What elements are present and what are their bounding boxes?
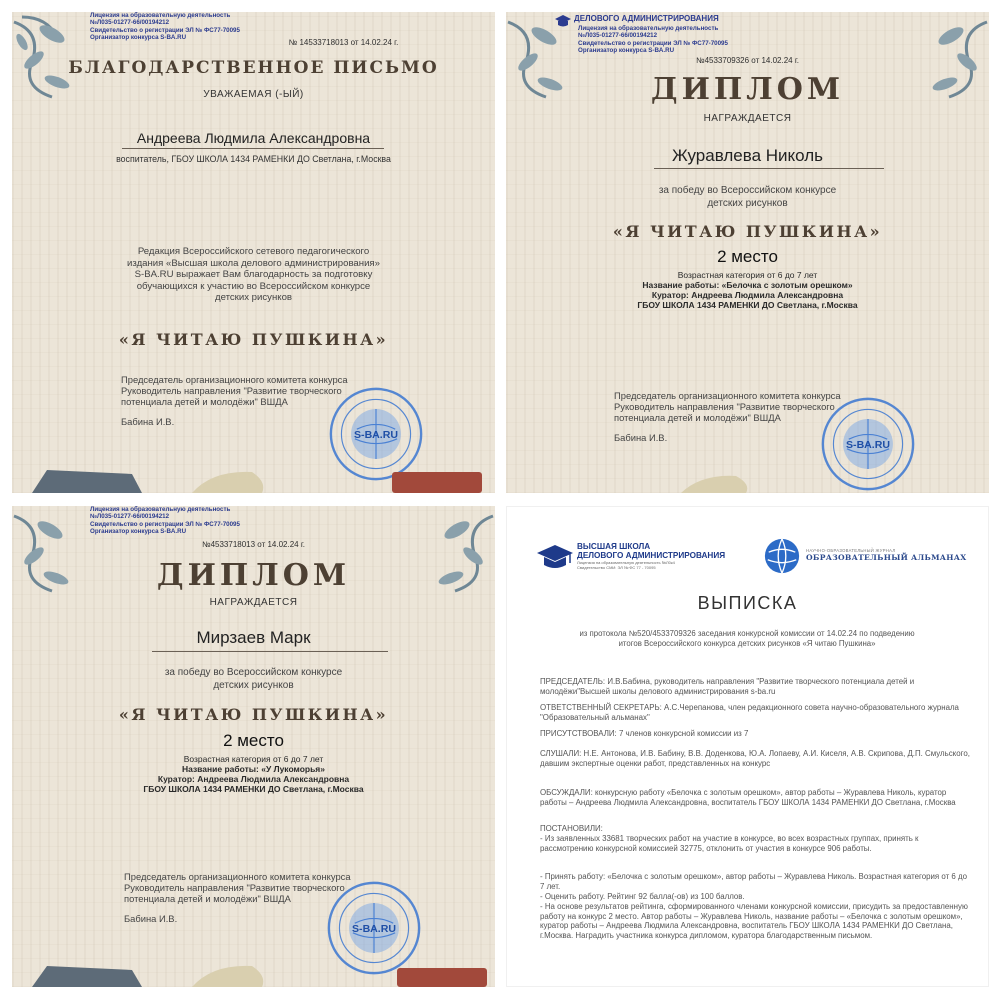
school-name-line1: ВЫСШАЯ ШКОЛА — [577, 542, 651, 551]
recipient-name: Журавлева Николь — [671, 146, 824, 165]
chair-line: потенциала детей и молодёжи" ВШДА — [121, 396, 288, 407]
protocol-extract — [506, 506, 989, 987]
chair-line: Председатель организационного комитета конкурса — [124, 871, 351, 882]
awarded-label: НАГРАЖДАЕТСЯ — [209, 597, 298, 608]
reason-line: детских рисунков — [213, 680, 294, 691]
recipient-position: воспитатель, ГБОУ ШКОЛА 1434 РАМЕНКИ ДО Светлана, г.Москва — [116, 154, 391, 164]
svg-text:S-BA.RU: S-BA.RU — [352, 922, 396, 935]
award-details — [12, 754, 495, 794]
organizer-line: Организатор конкурса S-BA.RU — [578, 47, 675, 55]
license-line: Лицензия на образовательную деятельность — [578, 25, 719, 32]
signer-name: Бабина И.В. — [614, 432, 668, 443]
resolved-item: - Из заявленных 33681 творческих работ на участие в конкурсе, во всех возрастных группах, принять к рассмотрению конкурсной комиссией 32775, отклонить от участия в конкурсе 906 работы. — [540, 834, 919, 853]
body-line: S-BA.RU выражает Вам благодарность за подготовку — [134, 269, 373, 280]
diploma-title: ДИПЛОМ — [156, 558, 351, 593]
place-awarded: 2 место — [717, 247, 778, 266]
organizer-line: Организатор конкурса S-BA.RU — [90, 34, 187, 42]
signer-name: Бабина И.В. — [121, 416, 175, 427]
greeting: УВАЖАЕМАЯ (-ЫЙ) — [203, 89, 304, 100]
contest-title: «Я ЧИТАЮ ПУШКИНА» — [612, 222, 883, 241]
extract-title: ВЫПИСКА — [697, 593, 798, 613]
school-name-line2: ДЕЛОВОГО АДМИНИСТРИРОВАНИЯ — [577, 551, 726, 560]
present-paragraph: ПРИСУТСТВОВАЛИ: 7 членов конкурсной комиссии из 7 — [540, 729, 749, 738]
resolved-heading: ПОСТАНОВИЛИ: — [540, 824, 603, 833]
name-underline — [152, 651, 388, 652]
license-line: Лицензия на образовательную деятельность — [90, 12, 231, 19]
body-line: издания «Высшая школа делового администрирования» — [127, 257, 380, 269]
registration-number: № 14533718013 от 14.02.24 г. — [288, 38, 399, 47]
chair-line: Руководитель направления "Развитие творческого — [614, 401, 835, 412]
organizer-line: Организатор конкурса S-BA.RU — [90, 528, 187, 536]
license-number: №Л035-01277-66/00194212 — [90, 19, 170, 27]
body-line: обучающихся к участию во Всероссийском конкурсе — [136, 280, 371, 292]
registration-line: Свидетельство о регистрации ЭЛ № ФС77-70095 — [90, 520, 240, 528]
chair-line: Председатель организационного комитета конкурса — [121, 374, 348, 385]
letter-title: БЛАГОДАРСТВЕННОЕ ПИСЬМО — [68, 58, 439, 78]
svg-text:S-BA.RU: S-BA.RU — [846, 438, 890, 451]
globe-icon — [763, 537, 801, 575]
chairman-block — [124, 871, 351, 924]
work-title: Название работы: «У Лукоморья» — [181, 764, 325, 774]
place-awarded: 2 место — [223, 731, 284, 750]
journal-subtitle: НАУЧНО-ОБРАЗОВАТЕЛЬНЫЙ ЖУРНАЛ — [806, 548, 896, 553]
extract-intro: из протокола №520/4533709326 заседания конкурсной комиссии от 14.02.24 по подведению итогов Всероссийского конкурса детских рисунков «Я читаю Пушкина» — [579, 629, 915, 648]
reason-line: за победу во Всероссийском конкурсе — [658, 185, 837, 196]
resolved-item: - На основе результатов рейтинга, сформированного членами конкурсной комиссии, присудить за предоставленную работу на конкурс 2 место. Автор работы – Журавлева Николь, название работы – «Белочка с золотым орешком», куратор работы – Андреева Людмила Александровна, воспитатель ГБОУ ШКОЛА 1434 РАМЕНКИ ДО Светлана, г.Москва. Наградить участника конкурса дипломом, куратора благодарственным письмом. — [540, 902, 968, 940]
school: ГБОУ ШКОЛА 1434 РАМЕНКИ ДО Светлана, г.Москва — [143, 784, 364, 794]
school-license: Лицензия на образовательную деятельность №Л0к4 — [577, 560, 675, 565]
contest-title: «Я ЧИТАЮ ПУШКИНА» — [118, 705, 389, 724]
contest-title: «Я ЧИТАЮ ПУШКИНА» — [118, 330, 389, 349]
age-category: Возрастная категория от 6 до 7 лет — [183, 754, 324, 764]
registration-number: №4533709326 от 14.02.24 г. — [696, 56, 799, 65]
body-line: Редакция Всероссийского сетевого педагогического — [137, 246, 370, 257]
school-logo-icon — [554, 14, 572, 28]
school-name-header: ДЕЛОВОГО АДМИНИСТРИРОВАНИЯ — [574, 14, 719, 23]
license-number: №Л035-01277-66/00194212 — [578, 32, 658, 40]
award-reason — [12, 666, 495, 692]
name-underline — [122, 148, 384, 149]
journal-title: ОБРАЗОВАТЕЛЬНЫЙ АЛЬМАНАХ — [806, 553, 967, 562]
awarded-label: НАГРАЖДАЕТСЯ — [703, 113, 792, 124]
signer-name: Бабина И.В. — [124, 913, 178, 924]
license-number: №Л035-01277-66/00194212 — [90, 513, 170, 521]
age-category: Возрастная категория от 6 до 7 лет — [677, 270, 818, 280]
license-info — [90, 506, 350, 536]
recipient-name: Мирзаев Марк — [196, 628, 311, 647]
diploma-mirzaev — [12, 506, 495, 987]
chair-line: Председатель организационного комитета конкурса — [614, 390, 841, 401]
work-title: Название работы: «Белочка с золотым орешком» — [642, 280, 853, 290]
registration-line: Свидетельство о регистрации ЭЛ № ФС77-70095 — [578, 39, 728, 47]
body-line: детских рисунков — [214, 292, 293, 303]
reason-line: за победу во Всероссийском конкурсе — [164, 667, 343, 678]
secretary-paragraph: ОТВЕТСТВЕННЫЙ СЕКРЕТАРЬ: А.С.Черепанова, член редакционного совета научно-образовательного журнала "Образовательный альманах" — [540, 703, 959, 722]
registration-line: Свидетельство о регистрации ЭЛ № ФС77-70095 — [90, 26, 240, 34]
license-line: Лицензия на образовательную деятельность — [90, 506, 231, 513]
name-underline — [654, 168, 884, 169]
award-reason — [506, 184, 989, 210]
chairman-paragraph: ПРЕДСЕДАТЕЛЬ: И.В.Бабина, руководитель направления "Развитие творческого потенциала детей и молодёжи"Высшей школы делового администрирования s-ba.ru — [540, 677, 915, 696]
school-certificate: Свидетельство СМИ: ЭЛ № ФС 77 - 70095 — [577, 565, 656, 570]
books-illustration — [12, 460, 495, 493]
chairman-block — [614, 390, 841, 443]
reason-line: детских рисунков — [707, 198, 788, 209]
diploma-zhuravleva — [506, 12, 989, 493]
chair-line: Руководитель направления "Развитие творческого — [121, 385, 342, 396]
chair-line: потенциала детей и молодёжи" ВШДА — [124, 893, 291, 904]
books-illustration — [506, 470, 989, 493]
graduation-cap-icon — [535, 543, 575, 573]
books-illustration — [12, 956, 495, 987]
school: ГБОУ ШКОЛА 1434 РАМЕНКИ ДО Светлана, г.Москва — [637, 300, 858, 310]
school-logo-text — [577, 542, 747, 570]
curator: Куратор: Андреева Людмила Александровна — [651, 290, 844, 300]
resolved-item: - Принять работу: «Белочка с золотым орешком», автор работы – Журавлева Николь. Возрастная категория от 6 до 7 лет. — [540, 872, 967, 891]
curator: Куратор: Андреева Людмила Александровна — [157, 774, 350, 784]
discussed-paragraph: ОБСУЖДАЛИ: конкурсную работу «Белочка с золотым орешком», автор работы – Журавлева Николь, куратор работы – Андреева Людмила Александровна, воспитатель ГБОУ ШКОЛА 1434 РАМЕНКИ ДО Светлана, г.Москва — [540, 788, 956, 807]
chairman-block — [121, 374, 348, 427]
heard-paragraph: СЛУШАЛИ: Н.Е. Антонова, И.В. Бабину, В.В. Доденкова, Ю.А. Лопаеву, А.И. Киселя, А.В. Скрипова, Д.П. Смульского, давшим экспертные оценки работ, представленных на конкурс — [540, 749, 970, 768]
recipient-name: Андреева Людмила Александровна — [136, 130, 371, 146]
chair-line: Руководитель направления "Развитие творческого — [124, 882, 345, 893]
gratitude-letter — [12, 12, 495, 493]
resolved-item: - Оценить работу. Рейтинг 92 балла(-ов) из 100 баллов. — [540, 892, 745, 901]
svg-text:S-BA.RU: S-BA.RU — [354, 428, 398, 441]
registration-number: №4533718013 от 14.02.24 г. — [202, 540, 305, 549]
letter-body — [12, 246, 495, 304]
diploma-title: ДИПЛОМ — [650, 72, 845, 107]
license-info — [578, 25, 838, 55]
award-details — [506, 270, 989, 310]
chair-line: потенциала детей и молодёжи" ВШДА — [614, 412, 781, 423]
journal-logo-text — [806, 548, 976, 562]
